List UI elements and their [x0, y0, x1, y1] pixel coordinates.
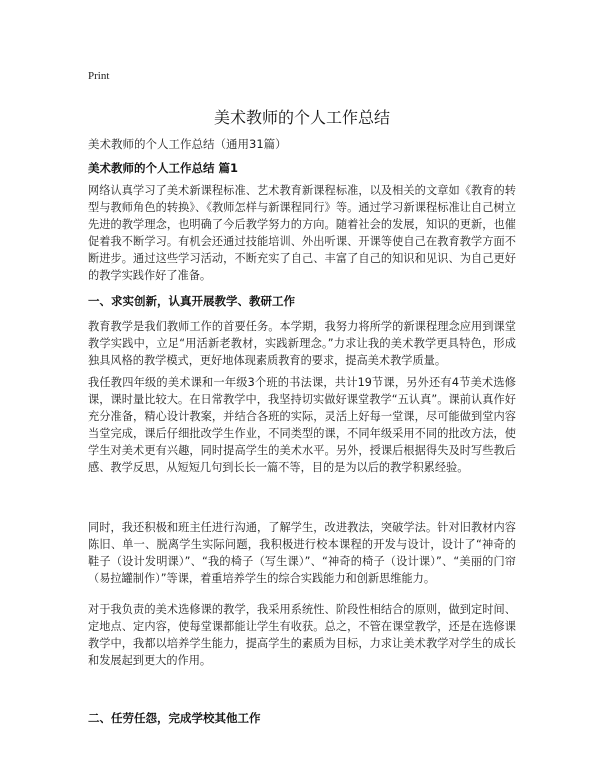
- article-heading: 美术教师的个人工作总结 篇1: [88, 161, 239, 175]
- paragraph-teaching-task: 教育教学是我们教师工作的首要任务。本学期，我努力将所学的新课程理念应用到课堂教学实践中，立足“用活新老教材，实践新理念。”力求让我的美术教学更具特色，形成独具风格的教学模式，更好地体现素质教育的要求，提高美术教学质量。: [88, 320, 516, 367]
- document-title: 美术教师的个人工作总结: [213, 108, 390, 127]
- paragraph-elective: 对于我负责的美术选修课的教学，我采用系统性、阶段性相结合的原则，做到定时间、定地点、定内容，使每堂课都能让学生有收获。总之，不管在课堂教学，还是在选修课教学中，我都以培养学生能力，提高学生的素质为目标，力求让美术教学对学生的成长和发展起到更大的作用。: [88, 603, 516, 667]
- section-heading-2: 二、任劳任怨，完成学校其他工作: [88, 711, 261, 725]
- section-heading-1: 一、求实创新，认真开展教学、教研工作: [88, 294, 295, 308]
- document-subtitle: 美术教师的个人工作总结（通用31篇）: [88, 137, 287, 151]
- paragraph-intro: 网络认真学习了美术新课程标准、艺术教育新课程标准，以及相关的文章如《教育的转型与教师角色的转换》、《教师怎样与新课程同行》等。通过学习新课程标准让自己树立先进的教学理念，也明确了今后教学努力的方向。随着社会的发展，知识的更新，也催促着我不断学习。有机会还通过技能培训、外出听课、开课等使自己在教育教学方面不断进步。通过这些学习活动，不断充实了自己、丰富了自己的知识和见识、为自己更好的教学实践作好了准备。: [88, 184, 516, 282]
- paragraph-communication: 同时，我还积极和班主任进行沟通，了解学生，改进教法，突破学法。针对旧教材内容陈旧、单一、脱离学生实际问题，我积极进行校本课程的开发与设计，设计了“神奇的鞋子（设计发明课）”、“我的椅子（写生课）”、“神奇的椅子（设计课）”、“美丽的门帘（易拉罐制作）”等课，着重培养学生的综合实践能力和创新思维能力。: [88, 521, 516, 585]
- paragraph-classes: 我任教四年级的美术课和一年级3个班的书法课，共计19节课，另外还有4节美术选修课，课时量比较大。在日常教学中，我坚持切实做好课堂教学“五认真”。课前认真作好充分准备，精心设计教案，并结合各班的实际，灵活上好每一堂课，尽可能做到堂内容当堂完成，课后仔细批改学生作业，不同类型的课，不同年级采用不同的批改方法，使学生对美术更有兴趣，同时提高学生的美术水平。另外，授课后根据得失及时写些教后感、教学反思，从短短几句到长长一篇不等，目的是为以后的教学积累经验。: [88, 376, 516, 474]
- print-label[interactable]: Print: [88, 70, 110, 82]
